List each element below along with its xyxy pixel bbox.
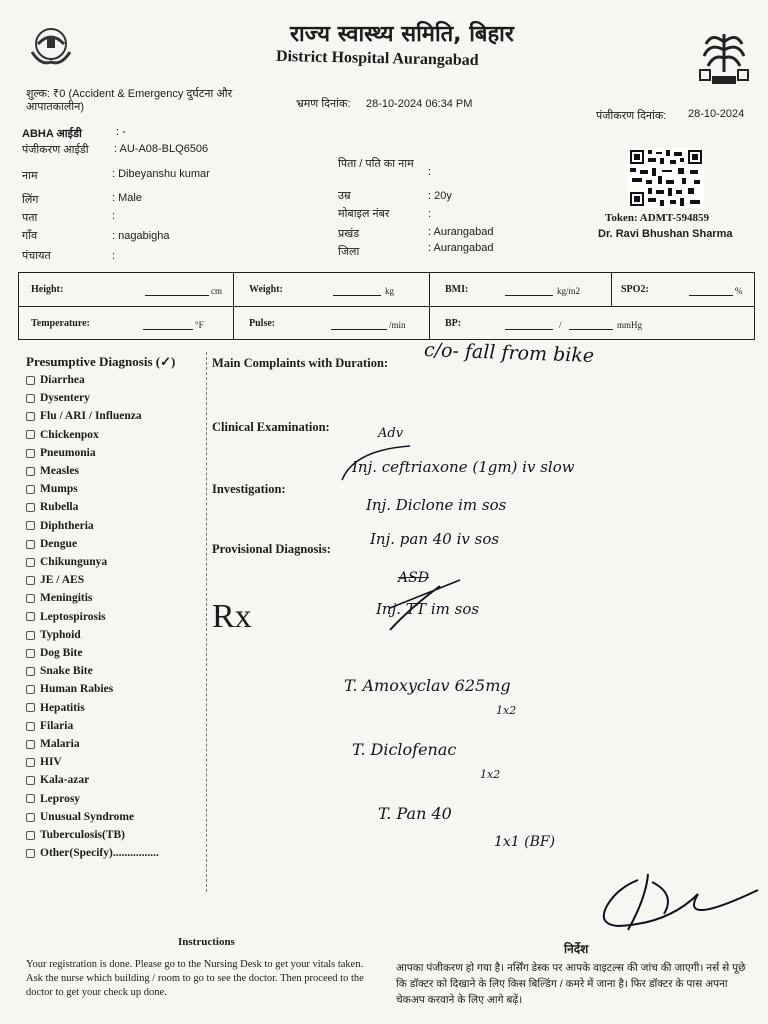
diagnosis-item-label: Malaria bbox=[40, 738, 80, 750]
diagnosis-item-label: Human Rabies bbox=[40, 683, 114, 696]
temperature-field bbox=[143, 329, 193, 330]
diagnosis-item[interactable] bbox=[26, 465, 79, 477]
checkbox-icon[interactable] bbox=[26, 667, 35, 676]
bp-unit: mmHg bbox=[617, 320, 643, 330]
diagnosis-item[interactable] bbox=[26, 793, 80, 805]
section-divider bbox=[206, 352, 207, 892]
main-complaints-label: Main Complaints with Duration: bbox=[212, 356, 389, 370]
diagnosis-item-label: Diarrhea bbox=[40, 374, 85, 386]
checkbox-icon[interactable] bbox=[26, 412, 35, 421]
checkbox-icon[interactable] bbox=[26, 376, 35, 385]
weight-unit: kg bbox=[385, 286, 394, 296]
diagnosis-item-label: Filaria bbox=[40, 719, 74, 732]
handwritten-injection-1: Inj. ceftriaxone (1gm) iv slow bbox=[352, 458, 575, 476]
diagnosis-item-label: Dysentery bbox=[40, 392, 90, 405]
diagnosis-item[interactable] bbox=[26, 447, 96, 459]
diagnosis-item-label: Tuberculosis(TB) bbox=[40, 829, 125, 841]
handwritten-injection-4: Inj. TT im sos bbox=[376, 600, 480, 618]
clinical-exam-label: Clinical Examination: bbox=[212, 420, 330, 434]
checkbox-icon[interactable] bbox=[26, 703, 35, 712]
address-label: पता bbox=[22, 212, 38, 224]
checkbox-icon[interactable] bbox=[26, 394, 35, 403]
diagnosis-item[interactable] bbox=[26, 392, 90, 404]
diagnosis-item-label: HIV bbox=[40, 756, 62, 769]
token-number: Token: ADMT-594859 bbox=[605, 212, 710, 224]
diagnosis-item-label: JE / AES bbox=[40, 574, 85, 587]
height-field bbox=[145, 295, 209, 296]
weight-field bbox=[333, 295, 381, 296]
height-unit: cm bbox=[211, 286, 222, 296]
checkbox-icon[interactable] bbox=[26, 776, 35, 785]
gender-value: : Male bbox=[112, 192, 142, 204]
vitals-row-1 bbox=[19, 273, 754, 306]
diagnosis-item-label: Other(Specify)................ bbox=[40, 847, 159, 860]
diagnosis-item[interactable] bbox=[26, 665, 93, 677]
panchayat-label: पंचायत bbox=[22, 250, 51, 262]
name-label: नाम bbox=[22, 170, 38, 182]
presumptive-diagnosis-title: Presumptive Diagnosis (✓) bbox=[26, 354, 176, 369]
spo2-unit: % bbox=[735, 286, 743, 296]
bihar-emblem-logo bbox=[698, 28, 750, 90]
bp-systolic-field bbox=[505, 329, 553, 330]
rx-symbol: Rx bbox=[212, 598, 252, 635]
spo2-label: SPO2: bbox=[621, 284, 649, 295]
panchayat-value: : bbox=[112, 250, 116, 262]
diagnosis-item[interactable] bbox=[26, 501, 78, 513]
state-health-society-logo bbox=[26, 22, 76, 72]
qr-code bbox=[628, 148, 704, 208]
address-value: : bbox=[112, 210, 116, 222]
diagnosis-item[interactable] bbox=[26, 520, 94, 532]
instructions-title-hindi: निर्देश bbox=[564, 942, 589, 956]
diagnosis-item-label: Snake Bite bbox=[40, 665, 93, 678]
name-value: : Dibeyanshu kumar bbox=[112, 168, 210, 180]
reg-id-value: : AU-A08-BLQ6506 bbox=[114, 143, 209, 155]
instructions-text-hindi: आपका पंजीकरण हो गया है। नर्सिंग डेस्क पर आपके वाइटल्स की जांच की जाएगी। नर्स से पूछे कि डॉक्टर को दिखाने के लिए किस बिल्डिंग / कमरे में जाना है। फिर डॉक्टर के पास अपना चेकअप करवाने के लिए आगे बढ़ें। bbox=[396, 962, 746, 1006]
checkbox-icon[interactable] bbox=[26, 430, 35, 439]
pulse-label: Pulse: bbox=[249, 318, 276, 329]
mobile-label: मोबाइल नंबर bbox=[338, 208, 390, 220]
checkbox-icon[interactable] bbox=[26, 467, 35, 476]
guardian-label: पिता / पति का नाम bbox=[338, 158, 414, 170]
diagnosis-item[interactable] bbox=[26, 483, 78, 495]
bp-diastolic-field bbox=[569, 329, 613, 330]
district-label: जिला bbox=[338, 246, 360, 258]
diagnosis-item[interactable] bbox=[26, 647, 82, 659]
pulse-field bbox=[331, 329, 387, 330]
handwritten-injection-3: Inj. pan 40 iv sos bbox=[370, 530, 500, 548]
spo2-field bbox=[689, 295, 733, 296]
handwritten-brace bbox=[330, 440, 730, 640]
block-value: : Aurangabad bbox=[428, 226, 494, 238]
handwritten-tablet-3-dose: 1x1 (BF) bbox=[494, 834, 556, 850]
checkbox-icon[interactable] bbox=[26, 649, 35, 658]
bmi-unit: kg/m2 bbox=[557, 286, 581, 296]
diagnosis-item-label: Dog Bite bbox=[40, 647, 83, 659]
diagnosis-item[interactable] bbox=[26, 574, 84, 586]
diagnosis-item-label: Hepatitis bbox=[40, 701, 85, 714]
pulse-unit: /min bbox=[389, 320, 406, 330]
handwritten-tablet-1: T. Amoxyclav 625mg bbox=[344, 676, 511, 695]
age-value: : 20y bbox=[428, 190, 452, 202]
village-value: : nagabigha bbox=[112, 230, 170, 242]
handwritten-tablet-1-dose: 1x2 bbox=[496, 704, 517, 717]
header-title-english: District Hospital Aurangabad bbox=[275, 47, 479, 70]
provisional-diagnosis-label: Provisional Diagnosis: bbox=[212, 542, 331, 556]
checkbox-icon[interactable] bbox=[26, 558, 35, 567]
investigation-label: Investigation: bbox=[212, 482, 286, 496]
diagnosis-item[interactable] bbox=[26, 611, 106, 623]
diagnosis-item-label: Chikungunya bbox=[40, 556, 108, 568]
diagnosis-item-label: Dengue bbox=[40, 537, 78, 550]
diagnosis-item-label: Flu / ARI / Influenza bbox=[40, 410, 142, 423]
diagnosis-item[interactable] bbox=[26, 720, 73, 732]
checkbox-icon[interactable] bbox=[26, 685, 35, 694]
handwritten-exam: Adv bbox=[378, 426, 404, 441]
checkbox-icon[interactable] bbox=[26, 849, 35, 858]
diagnosis-item[interactable] bbox=[26, 556, 107, 568]
height-label: Height: bbox=[31, 284, 64, 295]
handwritten-injection-2: Inj. Diclone im sos bbox=[366, 496, 507, 514]
bmi-label: BMI: bbox=[445, 284, 469, 295]
diagnosis-item[interactable] bbox=[26, 374, 85, 386]
village-label: गाँव bbox=[22, 230, 38, 242]
handwritten-asd: ASD bbox=[398, 570, 429, 586]
instructions-title-english: Instructions bbox=[178, 936, 235, 948]
diagnosis-item-label: Chickenpox bbox=[40, 428, 99, 441]
diagnosis-item-label: Rubella bbox=[40, 501, 79, 514]
temperature-unit: °F bbox=[195, 320, 204, 330]
checkbox-icon[interactable] bbox=[26, 740, 35, 749]
checkbox-icon[interactable] bbox=[26, 722, 35, 731]
block-label: प्रखंड bbox=[338, 228, 360, 240]
abha-value: : - bbox=[116, 126, 126, 138]
checkbox-icon[interactable] bbox=[26, 485, 35, 494]
diagnosis-item[interactable] bbox=[26, 538, 77, 550]
fee-text: शुल्क: ₹0 (Accident & Emergency दुर्घटना और आपातकालीन) bbox=[26, 88, 233, 113]
diagnosis-item[interactable] bbox=[26, 683, 113, 695]
guardian-value: : bbox=[428, 166, 432, 178]
diagnosis-item[interactable] bbox=[26, 429, 99, 441]
district-value: : Aurangabad bbox=[428, 242, 494, 254]
header-title-hindi: राज्य स्वास्थ्य समिति, बिहार bbox=[290, 22, 514, 47]
reg-date: 28-10-2024 bbox=[688, 108, 745, 120]
checkbox-icon[interactable] bbox=[26, 503, 35, 512]
diagnosis-item[interactable] bbox=[26, 756, 62, 768]
diagnosis-item[interactable] bbox=[26, 410, 142, 422]
abha-label: ABHA आईडी bbox=[22, 128, 82, 140]
checkbox-icon[interactable] bbox=[26, 540, 35, 549]
checkbox-icon[interactable] bbox=[26, 449, 35, 458]
mobile-value: : bbox=[428, 208, 432, 220]
diagnosis-item[interactable] bbox=[26, 738, 80, 750]
checkbox-icon[interactable] bbox=[26, 521, 35, 530]
bmi-field bbox=[505, 295, 553, 296]
age-label: उम्र bbox=[338, 190, 351, 202]
vitals-row-2 bbox=[19, 306, 754, 340]
checkbox-icon[interactable] bbox=[26, 758, 35, 767]
diagnosis-item-label: Leprosy bbox=[40, 792, 81, 805]
doctor-signature bbox=[578, 868, 768, 938]
diagnosis-item[interactable] bbox=[26, 811, 134, 823]
reg-date-label: पंजीकरण दिनांक: bbox=[596, 110, 667, 122]
diagnosis-item-label: Unusual Syndrome bbox=[40, 810, 135, 823]
diagnosis-item-label: Kala-azar bbox=[40, 774, 90, 787]
handwritten-complaint: c/o- fall from bike bbox=[423, 339, 595, 367]
reg-id-label: पंजीकरण आईडी bbox=[22, 144, 89, 156]
diagnosis-item-label: Typhoid bbox=[40, 628, 81, 641]
diagnosis-item[interactable] bbox=[26, 829, 125, 841]
diagnosis-item[interactable] bbox=[26, 592, 92, 604]
checkbox-icon[interactable] bbox=[26, 794, 35, 803]
checkbox-icon[interactable] bbox=[26, 594, 35, 603]
instructions-text-english: Your registration is done. Please go to the Nursing Desk to get your vitals taken. Ask the nurse which building / room to go to see the doctor. Then proceed to the doctor to get your check up done. bbox=[26, 959, 364, 998]
diagnosis-item[interactable] bbox=[26, 702, 85, 714]
visit-date-label: भ्रमण दिनांक: bbox=[296, 98, 351, 110]
handwritten-tablet-3: T. Pan 40 bbox=[378, 804, 452, 823]
handwritten-tablet-2-dose: 1x2 bbox=[480, 768, 501, 781]
bp-separator: / bbox=[559, 320, 562, 330]
checkbox-icon[interactable] bbox=[26, 612, 35, 621]
gender-label: लिंग bbox=[22, 194, 39, 206]
weight-label: Weight: bbox=[249, 284, 283, 295]
checkbox-icon[interactable] bbox=[26, 813, 35, 822]
visit-date: 28-10-2024 06:34 PM bbox=[366, 98, 473, 110]
diagnosis-item[interactable] bbox=[26, 847, 159, 859]
checkbox-icon[interactable] bbox=[26, 631, 35, 640]
handwritten-tablet-2: T. Diclofenac bbox=[352, 740, 457, 759]
bp-label: BP: bbox=[445, 318, 462, 329]
diagnosis-item[interactable] bbox=[26, 774, 89, 786]
diagnosis-item-label: Mumps bbox=[40, 483, 78, 496]
diagnosis-item-label: Diphtheria bbox=[40, 519, 94, 532]
checkbox-icon[interactable] bbox=[26, 576, 35, 585]
diagnosis-item-label: Measles bbox=[40, 465, 79, 477]
temperature-label: Temperature: bbox=[31, 318, 90, 329]
diagnosis-item[interactable] bbox=[26, 629, 81, 641]
checkbox-icon[interactable] bbox=[26, 831, 35, 840]
doctor-name: Dr. Ravi Bhushan Sharma bbox=[598, 228, 733, 240]
diagnosis-item-label: Pneumonia bbox=[40, 446, 96, 459]
diagnosis-item-label: Meningitis bbox=[40, 592, 93, 605]
vitals-table bbox=[18, 272, 755, 340]
diagnosis-item-label: Leptospirosis bbox=[40, 610, 106, 623]
